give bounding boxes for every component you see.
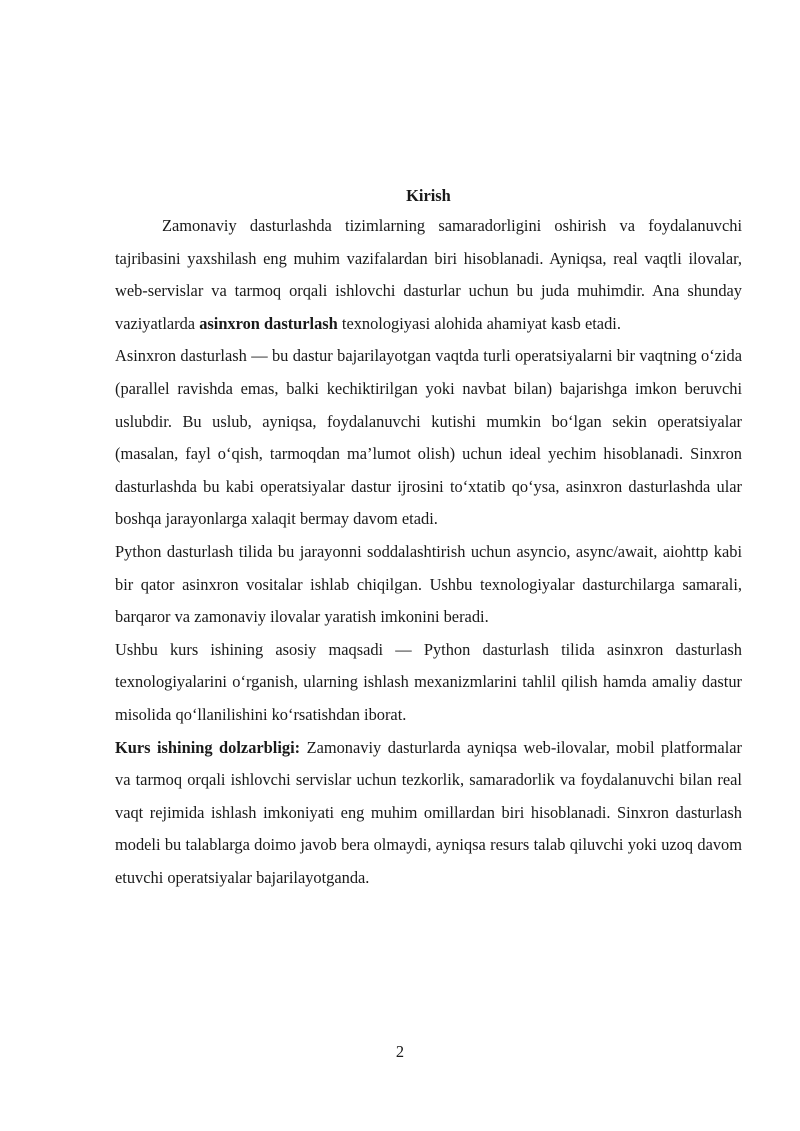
paragraph-definition [115,340,742,536]
paragraph-text: Zamonaviy dasturlarda ayniqsa web-ilovalar, mobil platformalar va tarmoq orqali ishlovchi servislar uchun tezkorlik, samaradorlik va foydalanuvchi bilan real vaqt rejimida ishlash imkoniyati eng muhim omillardan biri hisoblanadi. Sinxron dasturlash modeli bu talablarga doimo javob bera olmaydi, ayniqsa resurs talab qiluvchi yoki uzoq davom etuvchi operatsiyalar bajarilayotganda. [115,737,742,887]
paragraph-goal [115,634,742,732]
page-number: 2 [395,1042,405,1061]
paragraph-text: Zamonaviy dasturlashda tizimlarning samaradorligini oshirish va foydalanuvchi tajribasini yaxshilash eng muhim vazifalardan biri hisoblanadi. Ayniqsa, real vaqtli ilovalar, web-servislar va tarmoq orqali ishlovchi dasturlar uchun bu juda muhimdir. Ana shunday vaziyatlarda [115,216,742,333]
bold-heading: Kurs ishining dolzarbligi: [115,737,301,757]
bold-term: asinxron dasturlash [199,313,338,333]
paragraph-text: Asinxron dasturlash — bu dastur bajarilayotgan vaqtda turli operatsiyalarni bir vaqtning o‘zida (parallel ravishda emas, balki kechiktirilgan yoki navbat bilan) bajarishga imkon beruvchi uslubdir. Bu uslub, ayniqsa, foydalanuvchi kutishi mumkin bo‘lgan sekin operatsiyalar (masalan, fayl o‘qish, tarmoqdan ma’lumot olish) uchun ideal yechim hisoblanadi. Sinxron dasturlashda bu kabi operatsiyalar dastur ijrosini to‘xtatib qo‘ysa, asinxron dasturlashda ular boshqa jarayonlarga xalaqit bermay davom etadi. [115,346,742,529]
paragraph-relevance [115,732,742,895]
paragraph-text: texnologiyasi alohida ahamiyat kasb etadi. [337,313,621,333]
paragraph-text: Ushbu kurs ishining asosiy maqsadi — Python dasturlash tilida asinxron dasturlash texnologiyalarini o‘rganish, ularning ishlash mexanizmlarini tahlil qilish hamda amaliy dastur misolida qo‘llanilishini ko‘rsatishdan iborat. [115,639,742,724]
paragraph-text: Python dasturlash tilida bu jarayonni soddalashtirish uchun asyncio, async/await, aiohttp kabi bir qator asinxron vositalar ishlab chiqilgan. Ushbu texnologiyalar dasturchilarga samarali, barqaror va zamonaviy ilovalar yaratish imkonini beradi. [115,541,742,627]
section-title: Kirish [406,186,451,205]
paragraph-python-tools [115,536,742,634]
paragraph-intro [115,210,742,340]
document-body [115,182,742,894]
